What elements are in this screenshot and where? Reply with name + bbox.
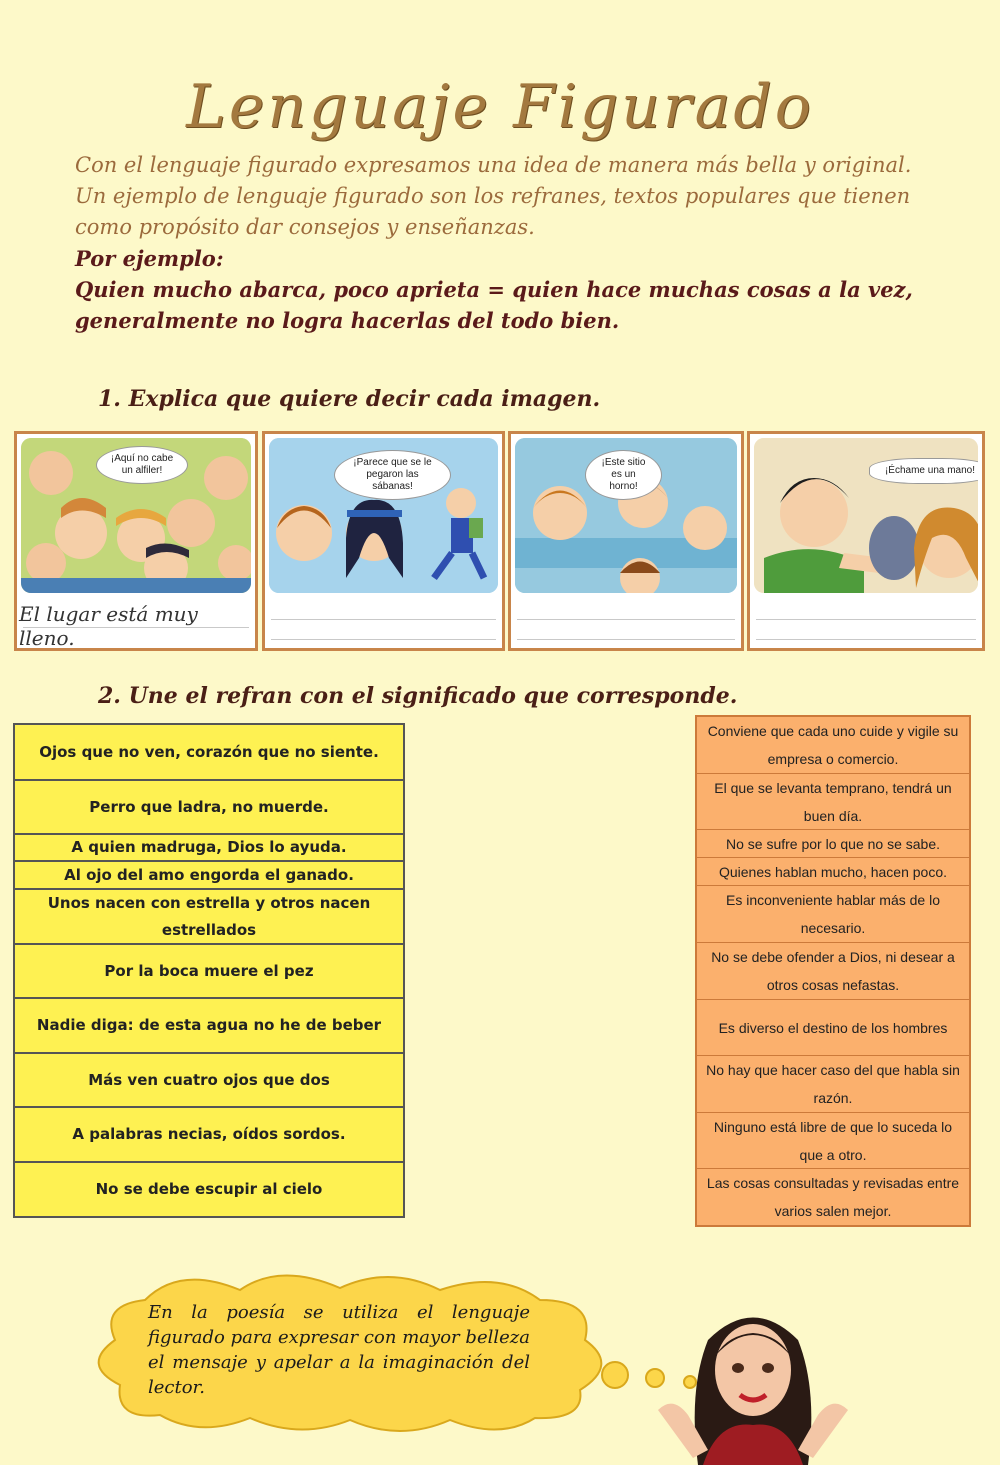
intro-paragraph-1: Con el lenguaje figurado expresamos una idea de manera más bella y original. xyxy=(75,153,912,177)
question-1: 1. Explica que quiere decir cada imagen. xyxy=(98,386,601,412)
panel-2-illustration xyxy=(269,438,498,593)
refran-item[interactable]: No se debe escupir al cielo xyxy=(95,1180,323,1198)
panel-1-illustration xyxy=(21,438,251,593)
question-2: 2. Une el refran con el significado que corresponde. xyxy=(98,683,738,709)
intro-paragraph-2: Un ejemplo de lenguaje figurado son los refranes, textos populares que tienen como propósito dar consejos y enseñanzas. xyxy=(75,184,911,239)
significado-item[interactable]: Ninguno está libre de que lo suceda lo que a otro. xyxy=(697,1113,969,1169)
significado-item[interactable]: Es inconveniente hablar más de lo necesario. xyxy=(697,886,969,943)
answer-line xyxy=(271,639,496,640)
refran-item[interactable]: Nadie diga: de esta agua no he de beber xyxy=(15,999,403,1054)
significado-item[interactable]: Es diverso el destino de los hombres xyxy=(697,1000,969,1056)
panel-1 xyxy=(14,431,258,651)
refran-item[interactable]: Unos nacen con estrella y otros nacen estrellados xyxy=(15,890,403,945)
speech-bubble-3: ¡Este sitio es un horno! xyxy=(585,450,662,500)
intro-text xyxy=(75,150,955,336)
significado-item[interactable]: Quienes hablan mucho, hacen poco. xyxy=(697,858,969,886)
significado-item[interactable]: No se sufre por lo que no se sabe. xyxy=(697,830,969,858)
intro-example: Quien mucho abarca, poco aprieta = quien hace muchas cosas a la vez, generalmente no logra hacerlas del todo bien. xyxy=(75,277,913,333)
answer-line xyxy=(517,619,735,620)
speech-bubble-4: ¡Échame una mano! xyxy=(869,458,978,484)
teacher-avatar xyxy=(648,1300,868,1465)
refran-item[interactable]: A palabras necias, oídos sordos. xyxy=(15,1108,403,1163)
intro-paragraph-3: Por ejemplo: xyxy=(75,246,224,271)
significado-item[interactable]: Conviene que cada uno cuide y vigile su empresa o comercio. xyxy=(697,717,969,774)
answer-line xyxy=(517,639,735,640)
significado-item[interactable]: No hay que hacer caso del que habla sin razón. xyxy=(697,1056,969,1113)
significados-table xyxy=(695,715,971,1227)
significado-item[interactable]: No se debe ofender a Dios, ni desear a otros cosas nefastas. xyxy=(697,943,969,1000)
answer-line xyxy=(271,619,496,620)
answer-line xyxy=(756,639,976,640)
speech-bubble-2: ¡Parece que se le pegaron las sábanas! xyxy=(334,450,451,500)
panel-3 xyxy=(508,431,744,651)
significado-item[interactable]: El que se levanta temprano, tendrá un buen día. xyxy=(697,774,969,830)
panel-4-illustration xyxy=(754,438,978,593)
panel-1-answer: El lugar está muy lleno. xyxy=(19,602,198,650)
refran-item[interactable]: A quien madruga, Dios lo ayuda. xyxy=(15,835,403,862)
answer-line xyxy=(23,627,249,628)
panel-3-illustration xyxy=(515,438,737,593)
refran-item[interactable]: Por la boca muere el pez xyxy=(15,945,403,999)
cloud-text: En la poesía se utiliza el lenguaje figurado para expresar con mayor belleza el mensaje y apelar a la imaginación del lector. xyxy=(148,1302,530,1398)
page-title: Lenguaje Figurado xyxy=(186,72,814,142)
refran-item[interactable]: Más ven cuatro ojos que dos xyxy=(15,1054,403,1108)
speech-bubble-1: ¡Aquí no cabe un alfiler! xyxy=(96,446,188,484)
refran-item[interactable]: Al ojo del amo engorda el ganado. xyxy=(15,862,403,890)
panel-2 xyxy=(262,431,505,651)
refranes-table xyxy=(13,723,405,1218)
answer-line xyxy=(756,619,976,620)
significado-item[interactable]: Las cosas consultadas y revisadas entre varios salen mejor. xyxy=(706,1175,960,1219)
panel-4 xyxy=(747,431,985,651)
refran-item[interactable]: Ojos que no ven, corazón que no siente. xyxy=(15,725,403,781)
refran-item[interactable]: Perro que ladra, no muerde. xyxy=(15,781,403,835)
